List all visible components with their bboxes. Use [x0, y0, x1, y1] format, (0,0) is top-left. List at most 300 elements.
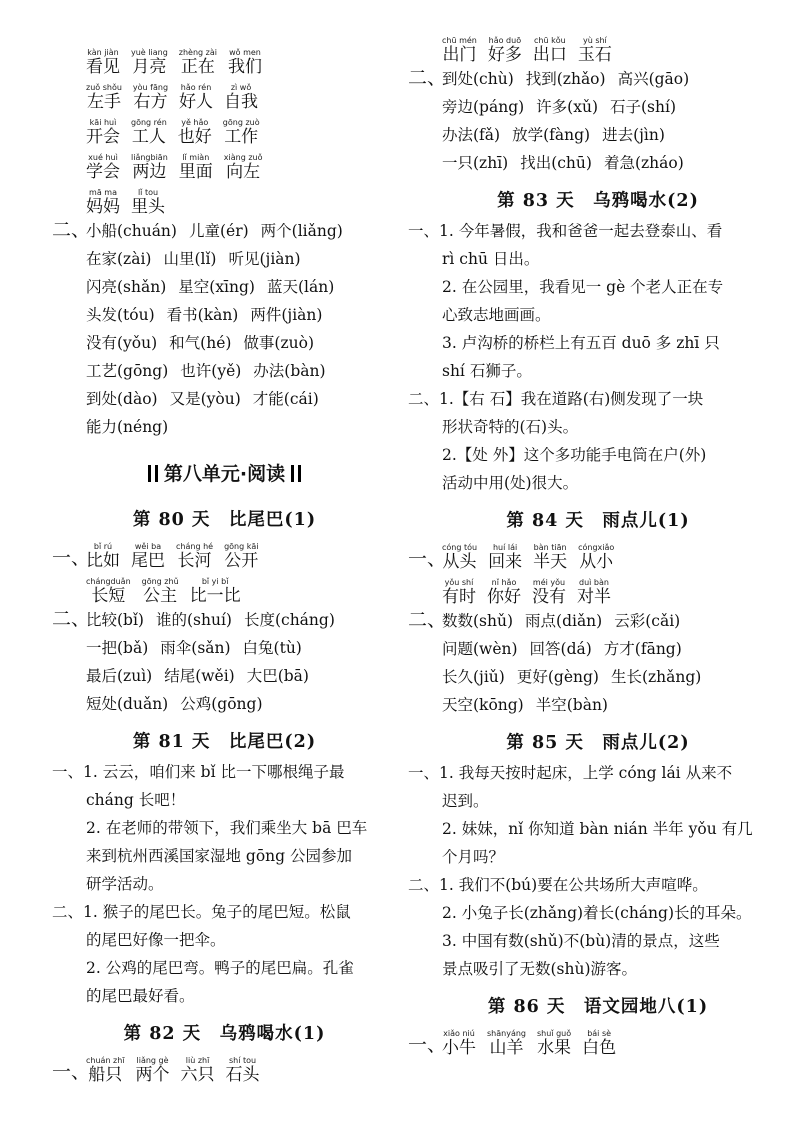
vocab-word: [131, 48, 168, 77]
text-line: 二、1. 我们不(bú)要在公共场所大声喧哗。: [408, 876, 708, 894]
vocab-word: [86, 48, 120, 77]
item: 雨伞(sǎn): [160, 639, 231, 657]
vocab-row: [408, 30, 788, 65]
item: 和气(hé): [169, 334, 232, 352]
text-line: 景点吸引了无数(shù)游客。: [442, 960, 638, 978]
hanzi: 小牛: [442, 1038, 476, 1058]
pinyin: zhèng zài: [178, 48, 217, 57]
pinyin: hǎo duō: [487, 36, 522, 45]
pinyin: chū kǒu: [532, 36, 567, 45]
vocab-word: [179, 48, 217, 77]
item: 着急(zháo): [603, 154, 684, 172]
vocab-word: [133, 83, 168, 112]
vocab-word: [442, 36, 477, 65]
vocab-word: [178, 118, 212, 147]
vocab-word: [537, 1029, 571, 1058]
section-marker: [52, 329, 86, 357]
pinyin: liù zhī: [180, 1056, 215, 1065]
item: 天空(kōng): [442, 696, 524, 714]
section-marker: [408, 149, 442, 177]
hanzi: 工人: [131, 127, 167, 147]
hanzi: 长河: [176, 551, 214, 571]
vocab-word: [578, 36, 612, 65]
hanzi: 从头: [442, 552, 478, 572]
pinyin: gōng zhǔ: [141, 577, 179, 586]
item: 高兴(gāo): [617, 70, 690, 88]
unit-title: 第八单元·阅读: [52, 459, 397, 486]
pinyin: yuè liang: [131, 48, 168, 57]
vocab-word: [86, 118, 120, 147]
item-row: [408, 607, 788, 635]
section-marker: [408, 663, 442, 691]
item: 看书(kàn): [166, 306, 239, 324]
item: 生长(zhǎng): [610, 668, 702, 686]
hanzi: 比一比: [189, 586, 241, 606]
vocab-word: [488, 36, 522, 65]
item: 半空(bàn): [535, 696, 608, 714]
text-line: 2. 在公园里，我看见一 gè 个老人正在专: [442, 278, 724, 296]
item-row: [52, 385, 397, 413]
item-row: [52, 662, 397, 690]
item: 旁边(páng): [442, 98, 525, 116]
vocab-word: [136, 1056, 170, 1085]
vocab-word: [578, 543, 614, 572]
pinyin: huí lái: [488, 543, 523, 552]
day-85-text: [408, 759, 788, 983]
vocab-word: [131, 542, 165, 571]
day-84-title: 第 84 天 雨点儿(1): [506, 511, 690, 531]
pinyin: gōng rén: [131, 118, 167, 127]
item: 山里(lǐ): [163, 250, 217, 268]
item: 更好(gèng): [516, 668, 599, 686]
item-row: [408, 663, 788, 691]
vocab-row: [52, 571, 397, 606]
pinyin: yù shí: [577, 36, 612, 45]
vocab-row: [408, 537, 788, 572]
item: 一只(zhī): [442, 154, 509, 172]
word-list: [442, 543, 614, 572]
vocab-word: [442, 1029, 476, 1058]
text-line: 2. 在老师的带领下，我们乘坐大 bā 巴车: [86, 819, 368, 837]
item: 比较(bǐ): [86, 611, 144, 629]
vocab-word: [131, 118, 167, 147]
item-row: [408, 93, 788, 121]
hanzi: 左手: [86, 92, 122, 112]
text-line: cháng 长吧！: [86, 791, 186, 809]
item: 办法(fǎ): [442, 126, 501, 144]
day-82-title: 第 82 天 乌鸦喝水(1): [123, 1024, 326, 1044]
text-line: 形状奇特的(石)头。: [442, 418, 579, 436]
vocab-word: [86, 577, 131, 606]
item: 才能(cái): [252, 390, 319, 408]
vocab-row: [408, 572, 788, 607]
hanzi: 两个: [135, 1065, 170, 1085]
item: 许多(xǔ): [536, 98, 598, 116]
item-row: [52, 690, 397, 718]
item-row: [52, 301, 397, 329]
pinyin: mā ma: [86, 188, 120, 197]
text-line: 二、1.【右 石】我在道路(右)侧发现了一块: [408, 390, 704, 408]
section-marker: [52, 634, 86, 662]
vocab-word: [131, 153, 168, 182]
hanzi: 公开: [224, 551, 259, 571]
section-marker: [52, 273, 86, 301]
item: 雨点(diǎn): [525, 612, 603, 630]
text-line: 一、1. 云云，咱们来 bǐ 比一下哪根绳子最: [52, 763, 345, 781]
text-line: 2. 公鸡的尾巴弯。鸭子的尾巴扁。孔雀: [86, 959, 354, 977]
item: 找出(chū): [520, 154, 592, 172]
section-marker: [52, 301, 86, 329]
item: 短处(duǎn): [86, 695, 169, 713]
vocab-word: [442, 578, 476, 607]
item: 最后(zuì): [86, 667, 153, 685]
day-80-title: 第 80 天 比尾巴(1): [132, 510, 317, 530]
vocab-word: [223, 118, 260, 147]
pinyin: shānyáng: [487, 1029, 526, 1038]
hanzi: 工作: [222, 127, 260, 147]
item: 大巴(bā): [246, 667, 309, 685]
pinyin: gōng kāi: [224, 542, 259, 551]
pinyin: wǒ men: [227, 48, 262, 57]
hanzi: 长短: [86, 586, 131, 606]
item: 儿童(ér): [188, 222, 249, 240]
item: 进去(jìn): [602, 126, 665, 144]
item-row: [408, 65, 788, 93]
section-marker: [52, 413, 86, 441]
pinyin: liǎngbiān: [131, 153, 168, 162]
section-marker: 二、: [52, 219, 91, 241]
pinyin: bái sè: [582, 1029, 617, 1038]
item: 白兔(tù): [242, 639, 302, 657]
paragraph: [408, 759, 788, 983]
item-row: [52, 413, 397, 441]
hanzi: 尾巴: [131, 551, 165, 571]
item: 长度(cháng): [243, 611, 335, 629]
section-marker: [408, 93, 442, 121]
item: 能力(néng): [86, 418, 169, 436]
pinyin: zì wǒ: [224, 83, 259, 92]
item: 头发(tóu): [86, 306, 155, 324]
pinyin: bàn tiān: [533, 543, 568, 552]
paragraph: [408, 217, 788, 497]
hanzi: 里面: [178, 162, 213, 182]
hanzi: 好多: [487, 45, 522, 65]
hanzi: 我们: [227, 57, 262, 77]
day-83-title: 第 83 天 乌鸦喝水(2): [497, 191, 699, 211]
day-86-vocab: [408, 1023, 788, 1058]
pinyin: yòu fāng: [132, 83, 169, 92]
item-row: [52, 357, 397, 385]
day-84-items: [408, 607, 788, 719]
text-line: 3. 中国有数(shǔ)不(bù)清的景点，这些: [442, 932, 720, 950]
item: 长久(jiǔ): [442, 668, 505, 686]
item: 做事(zuò): [243, 334, 314, 352]
hanzi: 山羊: [487, 1038, 526, 1058]
vocab-word: [224, 83, 258, 112]
pinyin: hǎo rén: [179, 83, 214, 92]
vocab-word: [86, 188, 120, 217]
pinyin: xiàng zuǒ: [223, 153, 263, 162]
item: 方才(fāng): [603, 640, 682, 658]
vocab-word: [86, 1056, 125, 1085]
section-marker: [52, 690, 86, 718]
item: 回答(dá): [529, 640, 592, 658]
pinyin: xiǎo niú: [442, 1029, 476, 1038]
item: 放学(fàng): [512, 126, 591, 144]
word-list: [442, 36, 612, 65]
item-row: [408, 121, 788, 149]
hanzi: 对半: [577, 587, 611, 607]
vocab-word: [487, 1029, 526, 1058]
vocab-word: [179, 83, 213, 112]
pinyin: cóng tóu: [442, 543, 478, 552]
vocab-word: [190, 577, 241, 606]
item: 在家(zài): [86, 250, 152, 268]
vocab-word: [142, 577, 179, 606]
item-row: [52, 273, 397, 301]
day-80-items: [52, 606, 397, 718]
word-list: [86, 188, 165, 217]
word-list: [86, 1056, 260, 1085]
item: 一把(bǎ): [86, 639, 149, 657]
word-list: [86, 577, 241, 606]
vocab-word: [131, 188, 165, 217]
text-line: 研学活动。: [86, 875, 164, 893]
item-row: [52, 634, 397, 662]
vocab-row: [52, 1050, 397, 1085]
vocab-row: [52, 77, 397, 112]
pinyin: shuǐ guǒ: [537, 1029, 572, 1038]
item: 谁的(shuí): [155, 611, 232, 629]
vocab-word: [226, 1056, 260, 1085]
item: 问题(wèn): [442, 640, 518, 658]
hanzi: 六只: [180, 1065, 215, 1085]
text-line: 活动中用(处)很大。: [442, 474, 579, 492]
vocab-word: [86, 542, 120, 571]
pinyin: bǐ rú: [86, 542, 120, 551]
hanzi: 从小: [578, 552, 615, 572]
word-list: [86, 542, 258, 571]
section-marker: [52, 245, 86, 273]
word-list: [442, 578, 611, 607]
section-marker: [408, 635, 442, 663]
section-marker: 一、: [408, 548, 447, 570]
hanzi: 也好: [177, 127, 212, 147]
text-line: 一、1. 我每天按时起床，上学 cóng lái 从来不: [408, 764, 733, 782]
word-list: [86, 118, 260, 147]
section-marker: 一、: [52, 1061, 91, 1083]
item-row: [52, 217, 397, 245]
hanzi: 水果: [537, 1038, 572, 1058]
vocab-word: [86, 153, 120, 182]
item: 听见(jiàn): [228, 250, 301, 268]
hanzi: 你好: [487, 587, 521, 607]
section-2-block: [408, 65, 788, 177]
bar-icon: [148, 465, 158, 482]
item: 星空(xīng): [178, 278, 255, 296]
vocab-word: [533, 36, 567, 65]
vocab-word: [228, 48, 262, 77]
hanzi: 没有: [532, 587, 566, 607]
word-list: [86, 153, 263, 182]
text-line: 的尾巴好像一把伞。: [86, 931, 226, 949]
item: 两件(jiàn): [250, 306, 323, 324]
text-line: 二、1. 猴子的尾巴长。兔子的尾巴短。松鼠: [52, 903, 351, 921]
pinyin: xué huì: [86, 153, 120, 162]
text-line: 个月吗？: [442, 848, 505, 866]
vocab-word: [224, 153, 263, 182]
pinyin: cháng hé: [176, 542, 214, 551]
vocab-row: [52, 42, 397, 77]
pinyin: yǒu shí: [442, 578, 476, 587]
item-row: [408, 149, 788, 177]
pinyin: lǐ miàn: [178, 153, 213, 162]
vocab-row: [52, 112, 397, 147]
vocab-word: [442, 543, 477, 572]
pinyin: méi yǒu: [532, 578, 566, 587]
hanzi: 月亮: [131, 57, 168, 77]
item-row: [408, 635, 788, 663]
section-2-block: [52, 217, 397, 441]
item: 到处(chù): [442, 70, 514, 88]
pinyin: gōng zuò: [222, 118, 260, 127]
item: 办法(bàn): [253, 362, 326, 380]
pinyin: chángduǎn: [86, 577, 131, 586]
hanzi: 正在: [178, 57, 217, 77]
hanzi: 半天: [533, 552, 568, 572]
hanzi: 里头: [131, 197, 165, 217]
vocab-row: [408, 1023, 788, 1058]
bar-icon: [291, 465, 301, 482]
text-line: 心致志地画画。: [442, 306, 551, 324]
word-list: [442, 1029, 616, 1058]
vocab-row: [52, 182, 397, 217]
pinyin: bǐ yi bǐ: [189, 577, 241, 586]
hanzi: 公主: [141, 586, 179, 606]
vocab-word: [176, 542, 213, 571]
vocab-row: [52, 536, 397, 571]
word-list: [86, 83, 258, 112]
text-line: 2. 妹妹，nǐ 你知道 bàn nián 半年 yǒu 有几: [442, 820, 753, 838]
item: 也许(yě): [180, 362, 242, 380]
item-row: [52, 245, 397, 273]
pinyin: chū mén: [442, 36, 477, 45]
item: 找到(zhǎo): [525, 70, 606, 88]
vocab-word: [487, 578, 521, 607]
top-vocab: [408, 30, 788, 65]
pinyin: duì bàn: [577, 578, 611, 587]
day-82-vocab: [52, 1050, 397, 1085]
hanzi: 妈妈: [86, 197, 120, 217]
section-marker: [408, 691, 442, 719]
section-marker: [52, 662, 86, 690]
hanzi: 有时: [442, 587, 476, 607]
hanzi: 开会: [86, 127, 120, 147]
item: 公鸡(gōng): [180, 695, 263, 713]
text-line: 迟到。: [442, 792, 489, 810]
vocab-block: [52, 42, 397, 217]
text-line: rì chū 日出。: [442, 250, 540, 268]
item: 到处(dào): [86, 390, 158, 408]
section-marker: [52, 385, 86, 413]
section-marker: 一、: [408, 1034, 447, 1056]
paragraph: [52, 758, 397, 1010]
hanzi: 出口: [532, 45, 567, 65]
vocab-word: [179, 153, 213, 182]
left-column: [52, 0, 397, 1085]
hanzi: 白色: [582, 1038, 617, 1058]
day-81-text: [52, 758, 397, 1010]
hanzi: 学会: [86, 162, 120, 182]
pinyin: chuán zhī: [86, 1056, 125, 1065]
hanzi: 石头: [225, 1065, 260, 1085]
day-85-title: 第 85 天 雨点儿(2): [506, 733, 690, 753]
day-80-vocab: [52, 536, 397, 606]
item: 云彩(cǎi): [614, 612, 681, 630]
item: 小船(chuán): [86, 222, 177, 240]
vocab-word: [86, 83, 122, 112]
section-marker: [408, 121, 442, 149]
hanzi: 回来: [488, 552, 523, 572]
item-row: [52, 606, 397, 634]
pinyin: cóngxiǎo: [578, 543, 615, 552]
vocab-word: [181, 1056, 215, 1085]
vocab-word: [582, 1029, 616, 1058]
item: 蓝天(lán): [266, 278, 335, 296]
hanzi: 出门: [442, 45, 477, 65]
vocab-word: [224, 542, 258, 571]
item: 又是(yòu): [169, 390, 241, 408]
pinyin: shí tou: [225, 1056, 260, 1065]
hanzi: 自我: [224, 92, 259, 112]
section-marker: 二、: [408, 67, 447, 89]
item: 没有(yǒu): [86, 334, 158, 352]
hanzi: 船只: [86, 1065, 125, 1085]
section-marker: 二、: [52, 608, 91, 630]
hanzi: 玉石: [577, 45, 612, 65]
item: 闪亮(shǎn): [86, 278, 167, 296]
word-list: [86, 48, 262, 77]
vocab-word: [488, 543, 522, 572]
section-marker: 一、: [52, 547, 91, 569]
pinyin: liǎng gè: [135, 1056, 170, 1065]
item: 两个(liǎng): [260, 222, 343, 240]
pinyin: yě hǎo: [177, 118, 212, 127]
pinyin: lǐ tou: [131, 188, 165, 197]
vocab-word: [533, 543, 567, 572]
item: 工艺(gōng): [86, 362, 169, 380]
pinyin: wěi ba: [131, 542, 165, 551]
vocab-row: [52, 147, 397, 182]
text-line: 来到杭州西溪国家湿地 gōng 公园参加: [86, 847, 353, 865]
hanzi: 好人: [179, 92, 214, 112]
item-row: [52, 329, 397, 357]
hanzi: 向左: [223, 162, 263, 182]
text-line: 的尾巴最好看。: [86, 987, 195, 1005]
day-81-title: 第 81 天 比尾巴(2): [132, 732, 317, 752]
text-line: 2. 小兔子长(zhǎng)着长(cháng)长的耳朵。: [442, 904, 752, 922]
item: 数数(shǔ): [442, 612, 514, 630]
hanzi: 两边: [131, 162, 168, 182]
day-83-text: [408, 217, 788, 497]
hanzi: 看见: [86, 57, 120, 77]
text-line: 一、1. 今年暑假，我和爸爸一起去登泰山、看: [408, 222, 723, 240]
item: 结尾(wěi): [164, 667, 235, 685]
item: 石子(shí): [610, 98, 676, 116]
hanzi: 右方: [132, 92, 169, 112]
vocab-word: [532, 578, 566, 607]
day-86-title: 第 86 天 语文园地八(1): [487, 997, 709, 1017]
